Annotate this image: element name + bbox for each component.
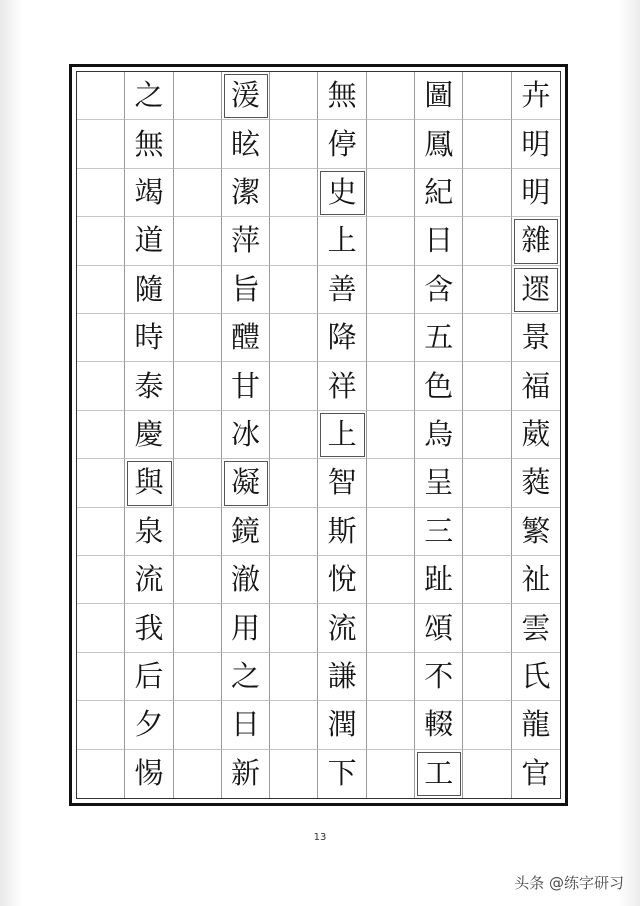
grid-character-cell: 趾 — [415, 556, 463, 604]
grid-empty-cell — [174, 72, 222, 120]
grid-empty-cell — [77, 314, 125, 362]
grid-empty-cell — [463, 217, 511, 265]
grid-empty-cell — [77, 169, 125, 217]
grid-character-cell: 工 — [415, 750, 463, 798]
grid-empty-cell — [77, 72, 125, 120]
grid-empty-cell — [270, 556, 318, 604]
grid-character-cell: 用 — [222, 604, 270, 652]
grid-character-cell: 新 — [222, 750, 270, 798]
grid-character-cell: 善 — [318, 266, 366, 314]
grid-character-cell: 氏 — [512, 653, 560, 701]
grid-empty-cell — [77, 556, 125, 604]
grid-empty-cell — [463, 556, 511, 604]
grid-character-cell: 隨 — [125, 266, 173, 314]
grid-character-cell: 后 — [125, 653, 173, 701]
grid-empty-cell — [270, 701, 318, 749]
grid-character-cell: 無 — [318, 72, 366, 120]
grid-character-cell: 日 — [222, 701, 270, 749]
grid-character-cell: 鳳 — [415, 120, 463, 168]
grid-character-cell: 明 — [512, 120, 560, 168]
grid-character-cell: 祉 — [512, 556, 560, 604]
grid-character-cell: 祥 — [318, 362, 366, 410]
grid-empty-cell — [174, 217, 222, 265]
grid-empty-cell — [174, 750, 222, 798]
grid-empty-cell — [174, 411, 222, 459]
grid-character-cell: 遝 — [512, 266, 560, 314]
grid-empty-cell — [270, 169, 318, 217]
grid-character-cell: 無 — [125, 120, 173, 168]
grid-empty-cell — [463, 750, 511, 798]
grid-empty-cell — [367, 362, 415, 410]
grid-character-cell: 官 — [521, 756, 551, 791]
grid-character-cell: 降 — [318, 314, 366, 362]
grid-empty-cell — [270, 508, 318, 556]
grid-empty-cell — [77, 701, 125, 749]
grid-empty-cell — [174, 604, 222, 652]
grid-empty-cell — [174, 120, 222, 168]
grid-empty-cell — [367, 314, 415, 362]
grid-empty-cell — [270, 120, 318, 168]
grid-empty-cell — [77, 411, 125, 459]
grid-empty-cell — [367, 266, 415, 314]
grid-empty-cell — [77, 362, 125, 410]
grid-empty-cell — [270, 604, 318, 652]
grid-empty-cell — [367, 169, 415, 217]
grid-empty-cell — [367, 72, 415, 120]
grid-character-cell: 泉 — [125, 508, 173, 556]
grid-empty-cell — [174, 701, 222, 749]
grid-character-cell: 夕 — [125, 701, 173, 749]
grid-character-cell: 湲 — [222, 72, 270, 120]
grid-character-cell: 泰 — [125, 362, 173, 410]
grid-empty-cell — [270, 653, 318, 701]
grid-empty-cell — [463, 459, 511, 507]
grid-empty-cell — [367, 217, 415, 265]
grid-empty-cell — [174, 653, 222, 701]
grid-empty-cell — [77, 508, 125, 556]
grid-character-cell: 甘 — [222, 362, 270, 410]
grid-empty-cell — [463, 653, 511, 701]
grid-character-cell: 上 — [318, 217, 366, 265]
grid-empty-cell — [77, 459, 125, 507]
grid-character-cell: 之 — [222, 653, 270, 701]
grid-empty-cell — [174, 169, 222, 217]
watermark-text: 头条 @练字研习 — [514, 874, 624, 892]
grid-empty-cell — [174, 266, 222, 314]
grid-empty-cell — [463, 169, 511, 217]
grid-character-cell: 史 — [318, 169, 366, 217]
grid-empty-cell — [367, 120, 415, 168]
grid-empty-cell — [463, 604, 511, 652]
grid-character-cell: 含 — [415, 266, 463, 314]
calligraphy-grid-inner-border — [76, 71, 561, 799]
grid-empty-cell — [463, 508, 511, 556]
grid-empty-cell — [77, 120, 125, 168]
grid-character-cell: 道 — [125, 217, 173, 265]
grid-empty-cell — [367, 459, 415, 507]
grid-character-cell: 旨 — [222, 266, 270, 314]
grid-character-cell: 色 — [415, 362, 463, 410]
grid-empty-cell — [463, 120, 511, 168]
grid-character-cell: 繁 — [512, 508, 560, 556]
calligraphy-grid-frame — [69, 64, 568, 806]
grid-empty-cell — [270, 362, 318, 410]
grid-empty-cell — [367, 508, 415, 556]
grid-empty-cell — [463, 362, 511, 410]
grid-empty-cell — [463, 411, 511, 459]
grid-character-cell: 惕 — [125, 750, 173, 798]
grid-character-cell: 明 — [512, 169, 560, 217]
grid-character-cell: 智 — [318, 459, 366, 507]
grid-character-cell: 冰 — [222, 411, 270, 459]
grid-character-cell: 我 — [125, 604, 173, 652]
calligraphy-grid — [77, 72, 560, 798]
grid-character-cell: 龍 — [512, 701, 560, 749]
grid-character-cell: 景 — [512, 314, 560, 362]
grid-character-cell: 慶 — [125, 411, 173, 459]
grid-character-cell: 流 — [318, 604, 366, 652]
grid-character-cell: 時 — [125, 314, 173, 362]
grid-character-cell: 雜 — [512, 217, 560, 265]
grid-character-cell: 斯 — [318, 508, 366, 556]
grid-empty-cell — [367, 653, 415, 701]
grid-character-cell: 之 — [125, 72, 173, 120]
grid-empty-cell — [77, 217, 125, 265]
grid-empty-cell — [77, 266, 125, 314]
grid-empty-cell — [270, 314, 318, 362]
grid-character-cell: 烏 — [415, 411, 463, 459]
grid-empty-cell — [367, 701, 415, 749]
grid-character-cell: 葳 — [512, 411, 560, 459]
grid-empty-cell — [463, 701, 511, 749]
grid-empty-cell — [270, 411, 318, 459]
grid-empty-cell — [174, 508, 222, 556]
grid-character-cell: 流 — [125, 556, 173, 604]
grid-character-cell: 悅 — [318, 556, 366, 604]
grid-character-cell: 輟 — [415, 701, 463, 749]
grid-character-cell: 萍 — [222, 217, 270, 265]
grid-character-cell: 停 — [318, 120, 366, 168]
grid-empty-cell — [270, 459, 318, 507]
grid-empty-cell — [77, 604, 125, 652]
grid-character-cell: 頌 — [415, 604, 463, 652]
grid-character-cell: 澈 — [222, 556, 270, 604]
grid-empty-cell — [367, 750, 415, 798]
grid-character-cell: 竭 — [125, 169, 173, 217]
grid-empty-cell — [270, 217, 318, 265]
grid-character-cell: 三 — [415, 508, 463, 556]
grid-character-cell: 下 — [318, 750, 366, 798]
grid-character-cell: 潔 — [222, 169, 270, 217]
grid-character-cell: 眩 — [222, 120, 270, 168]
grid-empty-cell — [367, 604, 415, 652]
grid-character-cell: 醴 — [222, 314, 270, 362]
grid-character-cell: 紀 — [415, 169, 463, 217]
page-number: 13 — [313, 832, 327, 843]
grid-empty-cell — [367, 411, 415, 459]
grid-character-cell: 呈 — [415, 459, 463, 507]
grid-empty-cell — [174, 556, 222, 604]
grid-character-cell: 卉 — [512, 72, 560, 120]
grid-character-cell: 雲 — [512, 604, 560, 652]
grid-character-cell: 日 — [415, 217, 463, 265]
grid-character-cell: 潤 — [318, 701, 366, 749]
grid-character-cell: 福 — [512, 362, 560, 410]
grid-empty-cell — [174, 314, 222, 362]
grid-character-cell: 上 — [318, 411, 366, 459]
grid-empty-cell — [463, 72, 511, 120]
grid-empty-cell — [270, 72, 318, 120]
grid-empty-cell — [463, 266, 511, 314]
grid-empty-cell — [463, 314, 511, 362]
grid-empty-cell — [367, 556, 415, 604]
grid-character-cell: 五 — [415, 314, 463, 362]
grid-empty-cell — [174, 362, 222, 410]
grid-character-cell: 蕤 — [512, 459, 560, 507]
grid-character-cell: 鏡 — [222, 508, 270, 556]
grid-character-cell: 謙 — [318, 653, 366, 701]
grid-character-cell: 圖 — [415, 72, 463, 120]
grid-character-cell: 凝 — [222, 459, 270, 507]
grid-character-cell: 不 — [415, 653, 463, 701]
grid-empty-cell — [174, 459, 222, 507]
grid-empty-cell — [270, 750, 318, 798]
grid-empty-cell — [270, 266, 318, 314]
grid-empty-cell — [77, 750, 125, 798]
grid-character-cell: 與 — [125, 459, 173, 507]
grid-empty-cell — [77, 653, 125, 701]
